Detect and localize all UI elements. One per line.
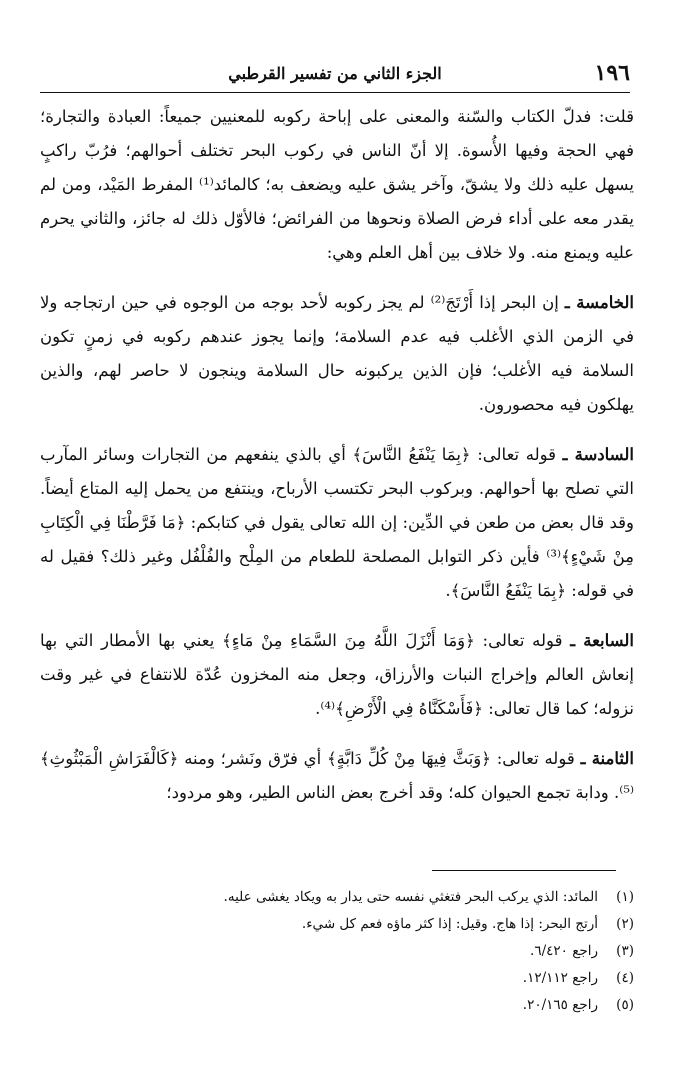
paragraph-text: قلت: فدلّ الكتاب والسّنة والمعنى على إباحة ركوبه للمعنيين جميعاً: العبادة والتجارة؛ فهي الحجة وفيها الأُسوة. إلا أنّ الناس في ركوب البحر تختلف أحوالهم؛ فرُبّ راكبٍ يسهل عليه ذلك ولا يشقّ، وآخر يشق عليه ويضعف به؛ كالمائد⁽¹⁾ المفرط المَيْد، ومن لم يقدر معه على أداء فرض الصلاة ونحوها من الفرائض؛ فالأوّل ذلك له جائز، والثاني يحرم عليه ويمنع منه. ولا خلاف بين أهل العلم وهي: bbox=[40, 107, 634, 262]
footnote-divider bbox=[432, 870, 616, 871]
paragraph-sixth bbox=[40, 438, 634, 608]
footnote-text: المائد: الذي يركب البحر فتغثي نفسه حتى يدار به ويكاد يغشى عليه. bbox=[223, 889, 598, 905]
page-header bbox=[40, 58, 630, 93]
footnote-text: راجع ٦/٤٢٠. bbox=[530, 943, 598, 959]
footnote-number: (٣) bbox=[616, 943, 634, 959]
section-lead: السادسة ـ bbox=[562, 445, 634, 464]
running-title: الجزء الثاني من تفسير القرطبي bbox=[228, 64, 442, 83]
footnote-number: (٢) bbox=[616, 916, 634, 932]
paragraph-fifth bbox=[40, 286, 634, 422]
paragraph-text: إن البحر إذا أَرْتَجَ⁽²⁾ لم يجز ركوبه لأحد بوجه من الوجوه في حين ارتجاجه ولا في الزمن الذي الأغلب فيه عدم السلامة؛ وإنما يجوز عندهم ركوبه في زمنٍ تكون السلامة فيه الأغلب؛ فإن الذين يركبونه حال السلامة وينجون لا حاصر لهم، والذين يهلكون فيه محصورون. bbox=[40, 293, 634, 414]
paragraph-text: قوله تعالى: ﴿وَبَثَّ فِيهَا مِنْ كُلِّ دَابَّةٍ﴾ أي فرّق ونَشر؛ ومنه ﴿كَالْفَرَاشِ الْمَبْثُوثِ﴾⁽⁵⁾. ودابة تجمع الحيوان كله؛ وقد أخرج بعض الناس الطير، وهو مردود؛ bbox=[40, 749, 634, 802]
footnote bbox=[40, 938, 634, 965]
footnotes bbox=[40, 884, 634, 1019]
footnote bbox=[40, 992, 634, 1019]
footnote bbox=[40, 884, 634, 911]
section-lead: السابعة ـ bbox=[570, 631, 634, 650]
footnote bbox=[40, 911, 634, 938]
body-text bbox=[40, 100, 634, 826]
paragraph-text: قوله تعالى: ﴿وَمَا أَنْزَلَ اللَّهُ مِنَ السَّمَاءِ مِنْ مَاءٍ﴾ يعني بها الأمطار التي بها إنعاش العالم وإخراج النبات والأرزاق، وجعل منه المخزون عُدّة للانتفاع في غير وقت نزوله؛ كما قال تعالى: ﴿فَأَسْكَنَّاهُ فِي الْأَرْضِ﴾⁽⁴⁾. bbox=[40, 631, 634, 718]
page-number: ١٩٦ bbox=[594, 60, 630, 86]
footnote-number: (١) bbox=[616, 889, 634, 905]
footnote bbox=[40, 965, 634, 992]
footnote-text: راجع ٢٠/١٦٥. bbox=[522, 997, 598, 1013]
paragraph-seventh bbox=[40, 624, 634, 726]
footnote-number: (٥) bbox=[616, 997, 634, 1013]
paragraph-eighth bbox=[40, 742, 634, 810]
section-lead: الثامنة ـ bbox=[580, 749, 634, 768]
footnote-number: (٤) bbox=[616, 970, 634, 986]
footnote-text: أرتج البحر: إذا هاج. وقيل: إذا كثر ماؤه فعم كل شيء. bbox=[301, 916, 598, 932]
paragraph-intro bbox=[40, 100, 634, 270]
footnote-text: راجع ١٢/١١٢. bbox=[522, 970, 598, 986]
section-lead: الخامسة ـ bbox=[564, 293, 634, 312]
paragraph-text: قوله تعالى: ﴿بِمَا يَنْفَعُ النَّاسَ﴾ أي بالذي ينفعهم من التجارات وسائر المآرب التي تصلح بها أحوالهم. وبركوب البحر تكتسب الأرباح، وينتفع من يحمل إليه المتاع أيضاً. وقد قال بعض من طعن في الدِّين: إن الله تعالى يقول في كتابكم: ﴿مَا فَرَّطْنَا فِي الْكِتَابِ مِنْ شَيْءٍ﴾⁽³⁾ فأين ذكر التوابل المصلحة للطعام من المِلْح والفُلْفُل وغير ذلك؟ فقيل له في قوله: ﴿بِمَا يَنْفَعُ النَّاسَ﴾. bbox=[40, 445, 634, 600]
